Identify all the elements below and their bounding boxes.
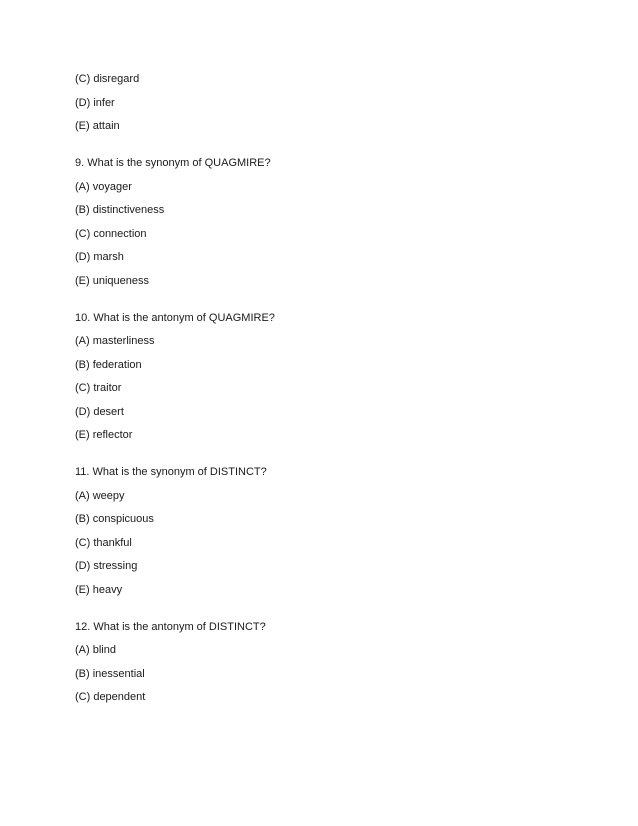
quiz-content — [75, 72, 575, 714]
question-block-12 — [75, 620, 575, 705]
answer-option: (A) weepy — [75, 489, 125, 502]
question-block-10 — [75, 311, 575, 443]
question-block-8-continued — [75, 72, 575, 133]
answer-option: (B) conspicuous — [75, 513, 154, 525]
answer-option: (C) thankful — [75, 536, 132, 549]
answer-option: (B) distinctiveness — [75, 204, 165, 216]
answer-option: (B) inessential — [75, 667, 145, 680]
question-block-9 — [75, 156, 575, 288]
answer-option: (E) heavy — [75, 583, 123, 596]
answer-option: (E) attain — [75, 120, 120, 132]
answer-option: (E) uniqueness — [75, 274, 149, 287]
answer-option: (A) blind — [75, 644, 116, 656]
answer-option: (E) reflector — [75, 429, 133, 441]
question-text: 11. What is the synonym of DISTINCT? — [75, 466, 267, 478]
answer-option: (C) connection — [75, 227, 147, 240]
question-block-11 — [75, 465, 575, 597]
answer-option: (D) stressing — [75, 560, 138, 572]
answer-option: (C) dependent — [75, 691, 146, 703]
answer-option: (B) federation — [75, 358, 142, 371]
answer-option: (A) masterliness — [75, 335, 155, 347]
question-text: 9. What is the synonym of QUAGMIRE? — [75, 157, 271, 169]
answer-option: (C) traitor — [75, 382, 122, 394]
question-text: 10. What is the antonym of QUAGMIRE? — [75, 311, 275, 324]
answer-option: (C) disregard — [75, 73, 140, 85]
answer-option: (A) voyager — [75, 180, 132, 193]
answer-option: (D) infer — [75, 96, 115, 109]
question-text: 12. What is the antonym of DISTINCT? — [75, 620, 266, 633]
answer-option: (D) marsh — [75, 251, 124, 263]
answer-option: (D) desert — [75, 405, 124, 418]
